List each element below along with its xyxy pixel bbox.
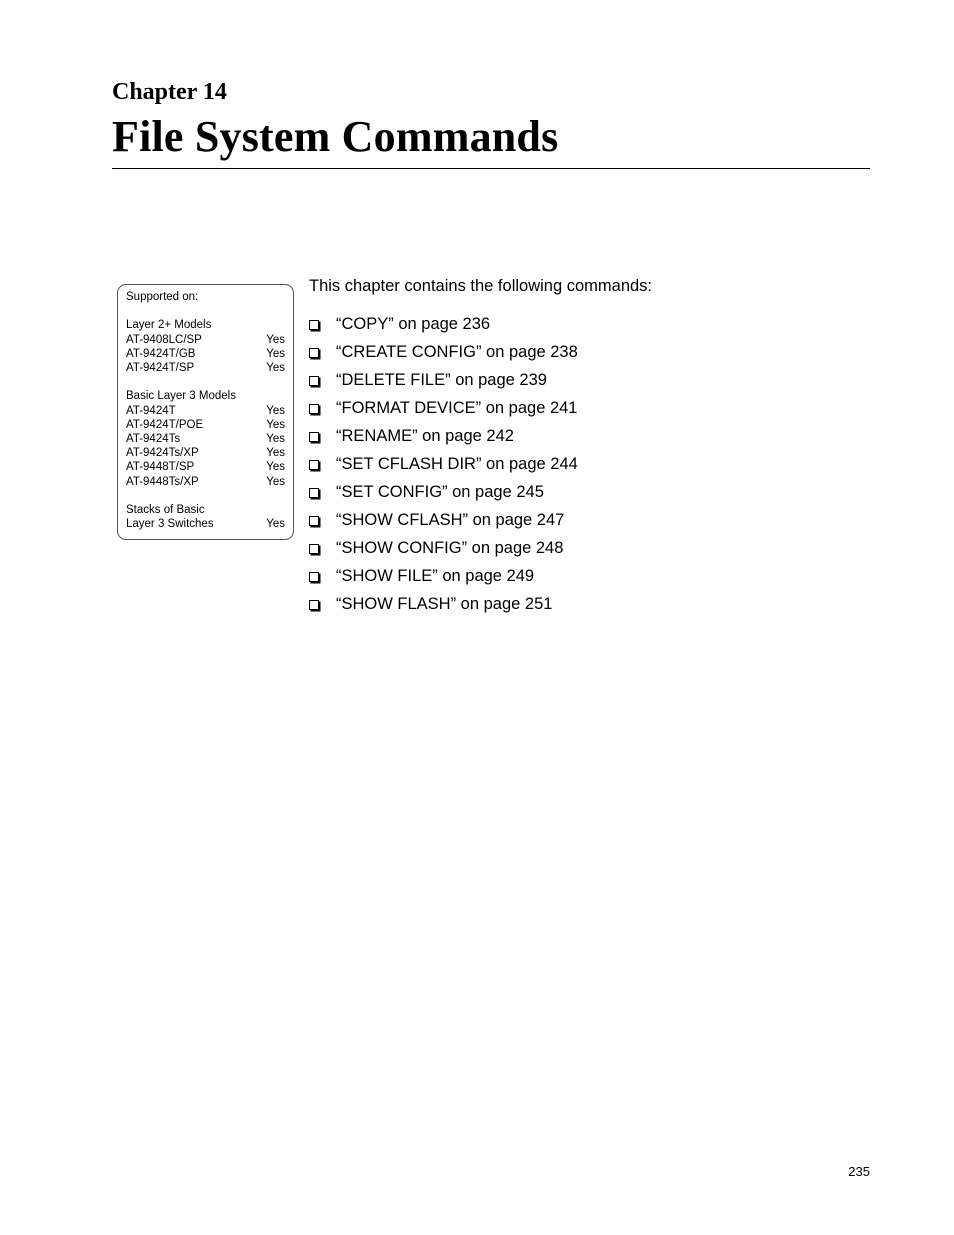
command-link[interactable]: “CREATE CONFIG” on page 238 [336,343,578,361]
support-row [126,389,285,403]
model-name: AT-9424Ts [126,433,181,445]
support-row [126,446,285,460]
command-list-item[interactable] [309,342,578,370]
checkbox-bullet-icon [309,376,319,386]
command-list [309,314,578,622]
checkbox-bullet-icon [309,544,319,554]
model-name: AT-9448Ts/XP [126,475,199,488]
command-list-item[interactable] [309,538,578,566]
model-name: AT-9408LC/SP [126,333,202,346]
checkbox-bullet-icon [309,348,319,358]
support-group [126,389,285,488]
model-name: AT-9424T [126,404,176,417]
command-link[interactable]: “COPY” on page 236 [336,315,491,333]
support-group [126,318,285,375]
supported-on-heading: Supported on: [126,291,199,303]
support-row [126,418,285,432]
support-value: Yes [266,518,285,531]
support-row [126,361,285,375]
checkbox-bullet-icon [309,572,319,582]
checkbox-bullet-icon [309,600,319,610]
support-value: Yes [266,475,285,488]
command-link[interactable]: “SHOW FLASH” on page 251 [336,595,553,613]
command-link[interactable]: “SHOW FILE” on page 249 [336,567,535,585]
model-name: Basic Layer 3 Models [126,390,236,403]
support-value: Yes [266,447,285,460]
checkbox-bullet-icon [309,516,319,526]
checkbox-bullet-icon [309,488,319,498]
command-list-item[interactable] [309,426,578,454]
support-value: Yes [266,418,285,431]
support-group [126,503,285,531]
model-name: Stacks of Basic [126,504,205,516]
support-row [126,503,285,517]
model-name: AT-9424T/POE [126,418,204,431]
command-list-item[interactable] [309,482,578,510]
model-name: Layer 3 Switches [126,518,214,531]
support-row [126,460,285,474]
support-row [126,347,285,361]
command-list-item[interactable] [309,314,578,342]
command-list-item[interactable] [309,398,578,426]
support-row [126,517,285,531]
support-value: Yes [266,461,285,474]
title-divider [112,168,870,169]
support-value: Yes [266,404,285,417]
model-name: Layer 2+ Models [126,319,212,332]
support-row [126,333,285,347]
model-name: AT-9424Ts/XP [126,447,199,460]
command-link[interactable]: “RENAME” on page 242 [336,427,514,445]
checkbox-bullet-icon [309,460,319,470]
page-number: 235 [848,1164,870,1179]
chapter-intro: This chapter contains the following commands: [309,277,653,295]
command-list-item[interactable] [309,454,578,482]
command-link[interactable]: “SET CONFIG” on page 245 [336,483,544,501]
support-value: Yes [266,362,285,374]
support-row [126,404,285,418]
command-list-item[interactable] [309,510,578,538]
command-link[interactable]: “FORMAT DEVICE” on page 241 [336,399,578,417]
command-list-item[interactable] [309,370,578,398]
model-name: AT-9424T/GB [126,347,196,360]
checkbox-bullet-icon [309,320,319,330]
supported-on-box [117,284,294,540]
support-value: Yes [266,333,285,346]
chapter-label: Chapter 14 [112,79,227,105]
support-value: Yes [266,433,285,445]
command-link[interactable]: “SHOW CONFIG” on page 248 [336,539,564,557]
checkbox-bullet-icon [309,404,319,414]
support-value: Yes [266,347,285,360]
command-link[interactable]: “DELETE FILE” on page 239 [336,371,547,389]
supported-model-groups [126,318,285,531]
checkbox-bullet-icon [309,432,319,442]
support-row [126,318,285,332]
command-list-item[interactable] [309,566,578,594]
command-link[interactable]: “SET CFLASH DIR” on page 244 [336,455,578,473]
support-row [126,432,285,446]
model-name: AT-9424T/SP [126,362,195,374]
command-list-item[interactable] [309,594,578,622]
command-link[interactable]: “SHOW CFLASH” on page 247 [336,511,565,529]
chapter-title: File System Commands [112,112,559,161]
support-row [126,475,285,489]
model-name: AT-9448T/SP [126,461,195,474]
